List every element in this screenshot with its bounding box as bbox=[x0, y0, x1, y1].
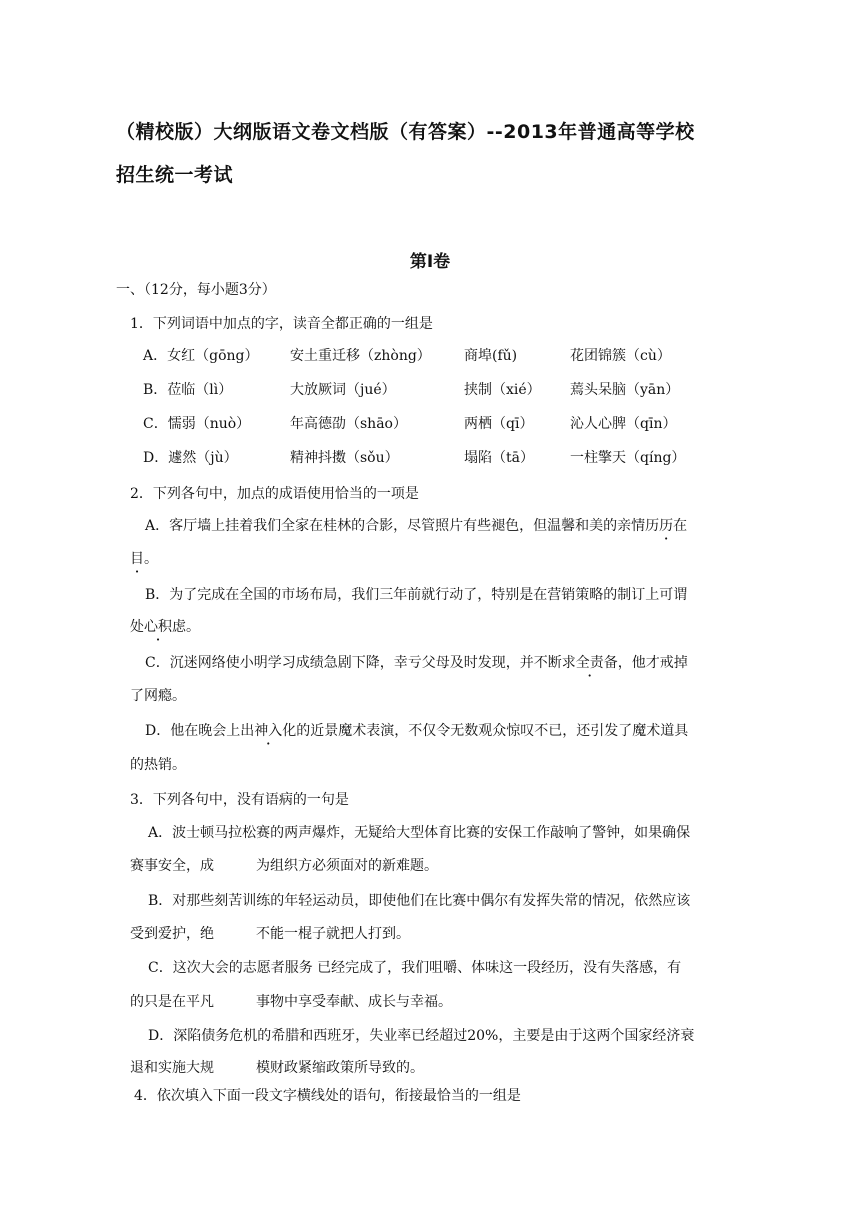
q2-a-idiom-end: 目 bbox=[130, 551, 144, 567]
part-intro: 一、（12分，每小题3分） bbox=[116, 282, 276, 298]
q1-d-item2: 精神抖擞（sǒu） bbox=[290, 450, 399, 466]
q3-option-d-line1: D．深陷债务危机的希腊和西班牙，失业率已经超过20%，主要是由于这两个国家经济衰 bbox=[148, 1028, 695, 1044]
q1-c-item1: C．懦弱（nuò） bbox=[143, 416, 251, 432]
q2-a-text: A．客厅墙上挂着我们全家在桂林的合影，尽管照片有些褪色，但温馨和美的亲情 bbox=[145, 518, 646, 534]
q1-a-item2: 安土重迁移（zhòng） bbox=[290, 348, 431, 364]
q3-option-c-line1: C．这次大会的志愿者服务 已经完成了，我们咀嚼、体味这一段经历，没有失落感，有 bbox=[148, 960, 682, 976]
q2-option-c-line1 bbox=[145, 653, 688, 673]
q3-option-b-line1: B．对那些刻苦训练的年轻运动员，即使他们在比赛中偶尔有发挥失常的情况，依然应该 bbox=[148, 893, 691, 909]
q3-option-d-line2: 退和实施大规 模财政紧缩政策所导致的。 bbox=[130, 1060, 424, 1076]
q2-b-idiom: 处心积虑 bbox=[130, 619, 186, 635]
section-heading: 第Ⅰ卷 bbox=[409, 252, 451, 272]
q3-option-a-line1: A．波士顿马拉松赛的两声爆炸，无疑给大型体育比赛的安保工作敲响了警钟，如果确保 bbox=[148, 825, 691, 841]
q3-option-a-line2: 赛事安全，成 为组织方必须面对的新难题。 bbox=[130, 858, 438, 874]
q2-a-end: 。 bbox=[144, 551, 158, 567]
q2-d-idiom: 出神入化 bbox=[240, 723, 297, 739]
q1-b-item1: B．莅临（lì） bbox=[143, 382, 233, 398]
q1-c-item2: 年高德劭（shāo） bbox=[290, 416, 407, 432]
q2-c-idiom: 求全责备 bbox=[561, 655, 618, 671]
q1-d-item1: D．遽然（jù） bbox=[143, 450, 238, 466]
q2-c-text: C．沉迷网络使小明学习成绩急剧下降，幸亏父母及时发现，并不断 bbox=[145, 655, 562, 671]
q2-d-text: D．他在晚会上 bbox=[145, 723, 241, 739]
q1-d-item4: 一柱擎天（qíng） bbox=[570, 450, 686, 466]
q1-c-item4: 沁人心脾（qīn） bbox=[570, 416, 677, 432]
q4-stem: 4．依次填入下面一段文字横线处的语句，衔接最恰当的一组是 bbox=[134, 1088, 521, 1104]
q1-stem: 1．下列词语中加点的字，读音全都正确的一组是 bbox=[130, 316, 433, 332]
q1-c-item3: 两栖（qī） bbox=[464, 416, 534, 432]
q2-option-d-line2: 的热销。 bbox=[130, 757, 186, 773]
q1-b-item2: 大放厥词（jué） bbox=[290, 382, 396, 398]
q2-option-c-line2: 了网瘾。 bbox=[130, 688, 186, 704]
document-title-line1: （精校版）大纲版语文卷文档版（有答案）--2013年普通高等学校 bbox=[116, 121, 695, 143]
q2-option-a-line2 bbox=[130, 549, 158, 569]
q2-b-end: 。 bbox=[186, 619, 200, 635]
q1-b-item3: 挟制（xié） bbox=[464, 382, 541, 398]
q2-d-text-post: 的近景魔术表演，不仅令无数观众惊叹不已，还引发了魔术道具 bbox=[296, 723, 689, 739]
q1-a-item1: A．女红（gōng） bbox=[143, 348, 259, 364]
q2-option-b-line1: B．为了完成在全国的市场布局，我们三年前就行动了，特别是在营销策略的制订上可谓 bbox=[145, 587, 688, 603]
q2-option-a-line1 bbox=[145, 516, 687, 536]
document-title-line2: 招生统一考试 bbox=[116, 164, 234, 186]
q3-option-c-line2: 的只是在平凡 事物中享受奉献、成长与幸福。 bbox=[130, 994, 452, 1010]
q1-a-item4: 花团锦簇（cù） bbox=[570, 348, 671, 364]
q1-b-item4: 蔫头呆脑（yān） bbox=[570, 382, 680, 398]
q1-a-item3: 商埠(fǔ) bbox=[464, 348, 518, 364]
q2-stem: 2．下列各句中，加点的成语使用恰当的一项是 bbox=[130, 486, 419, 502]
q3-stem: 3．下列各句中，没有语病的一句是 bbox=[130, 792, 349, 808]
q2-c-text-post: ，他才戒掉 bbox=[617, 655, 688, 671]
q1-d-item3: 塌陷（tā） bbox=[464, 450, 534, 466]
q2-option-d-line1 bbox=[145, 721, 688, 741]
q3-option-b-line2: 受到爱护，绝 不能一棍子就把人打到。 bbox=[130, 926, 410, 942]
q2-option-b-line2 bbox=[130, 617, 200, 637]
q2-a-idiom: 历历在 bbox=[645, 518, 688, 534]
